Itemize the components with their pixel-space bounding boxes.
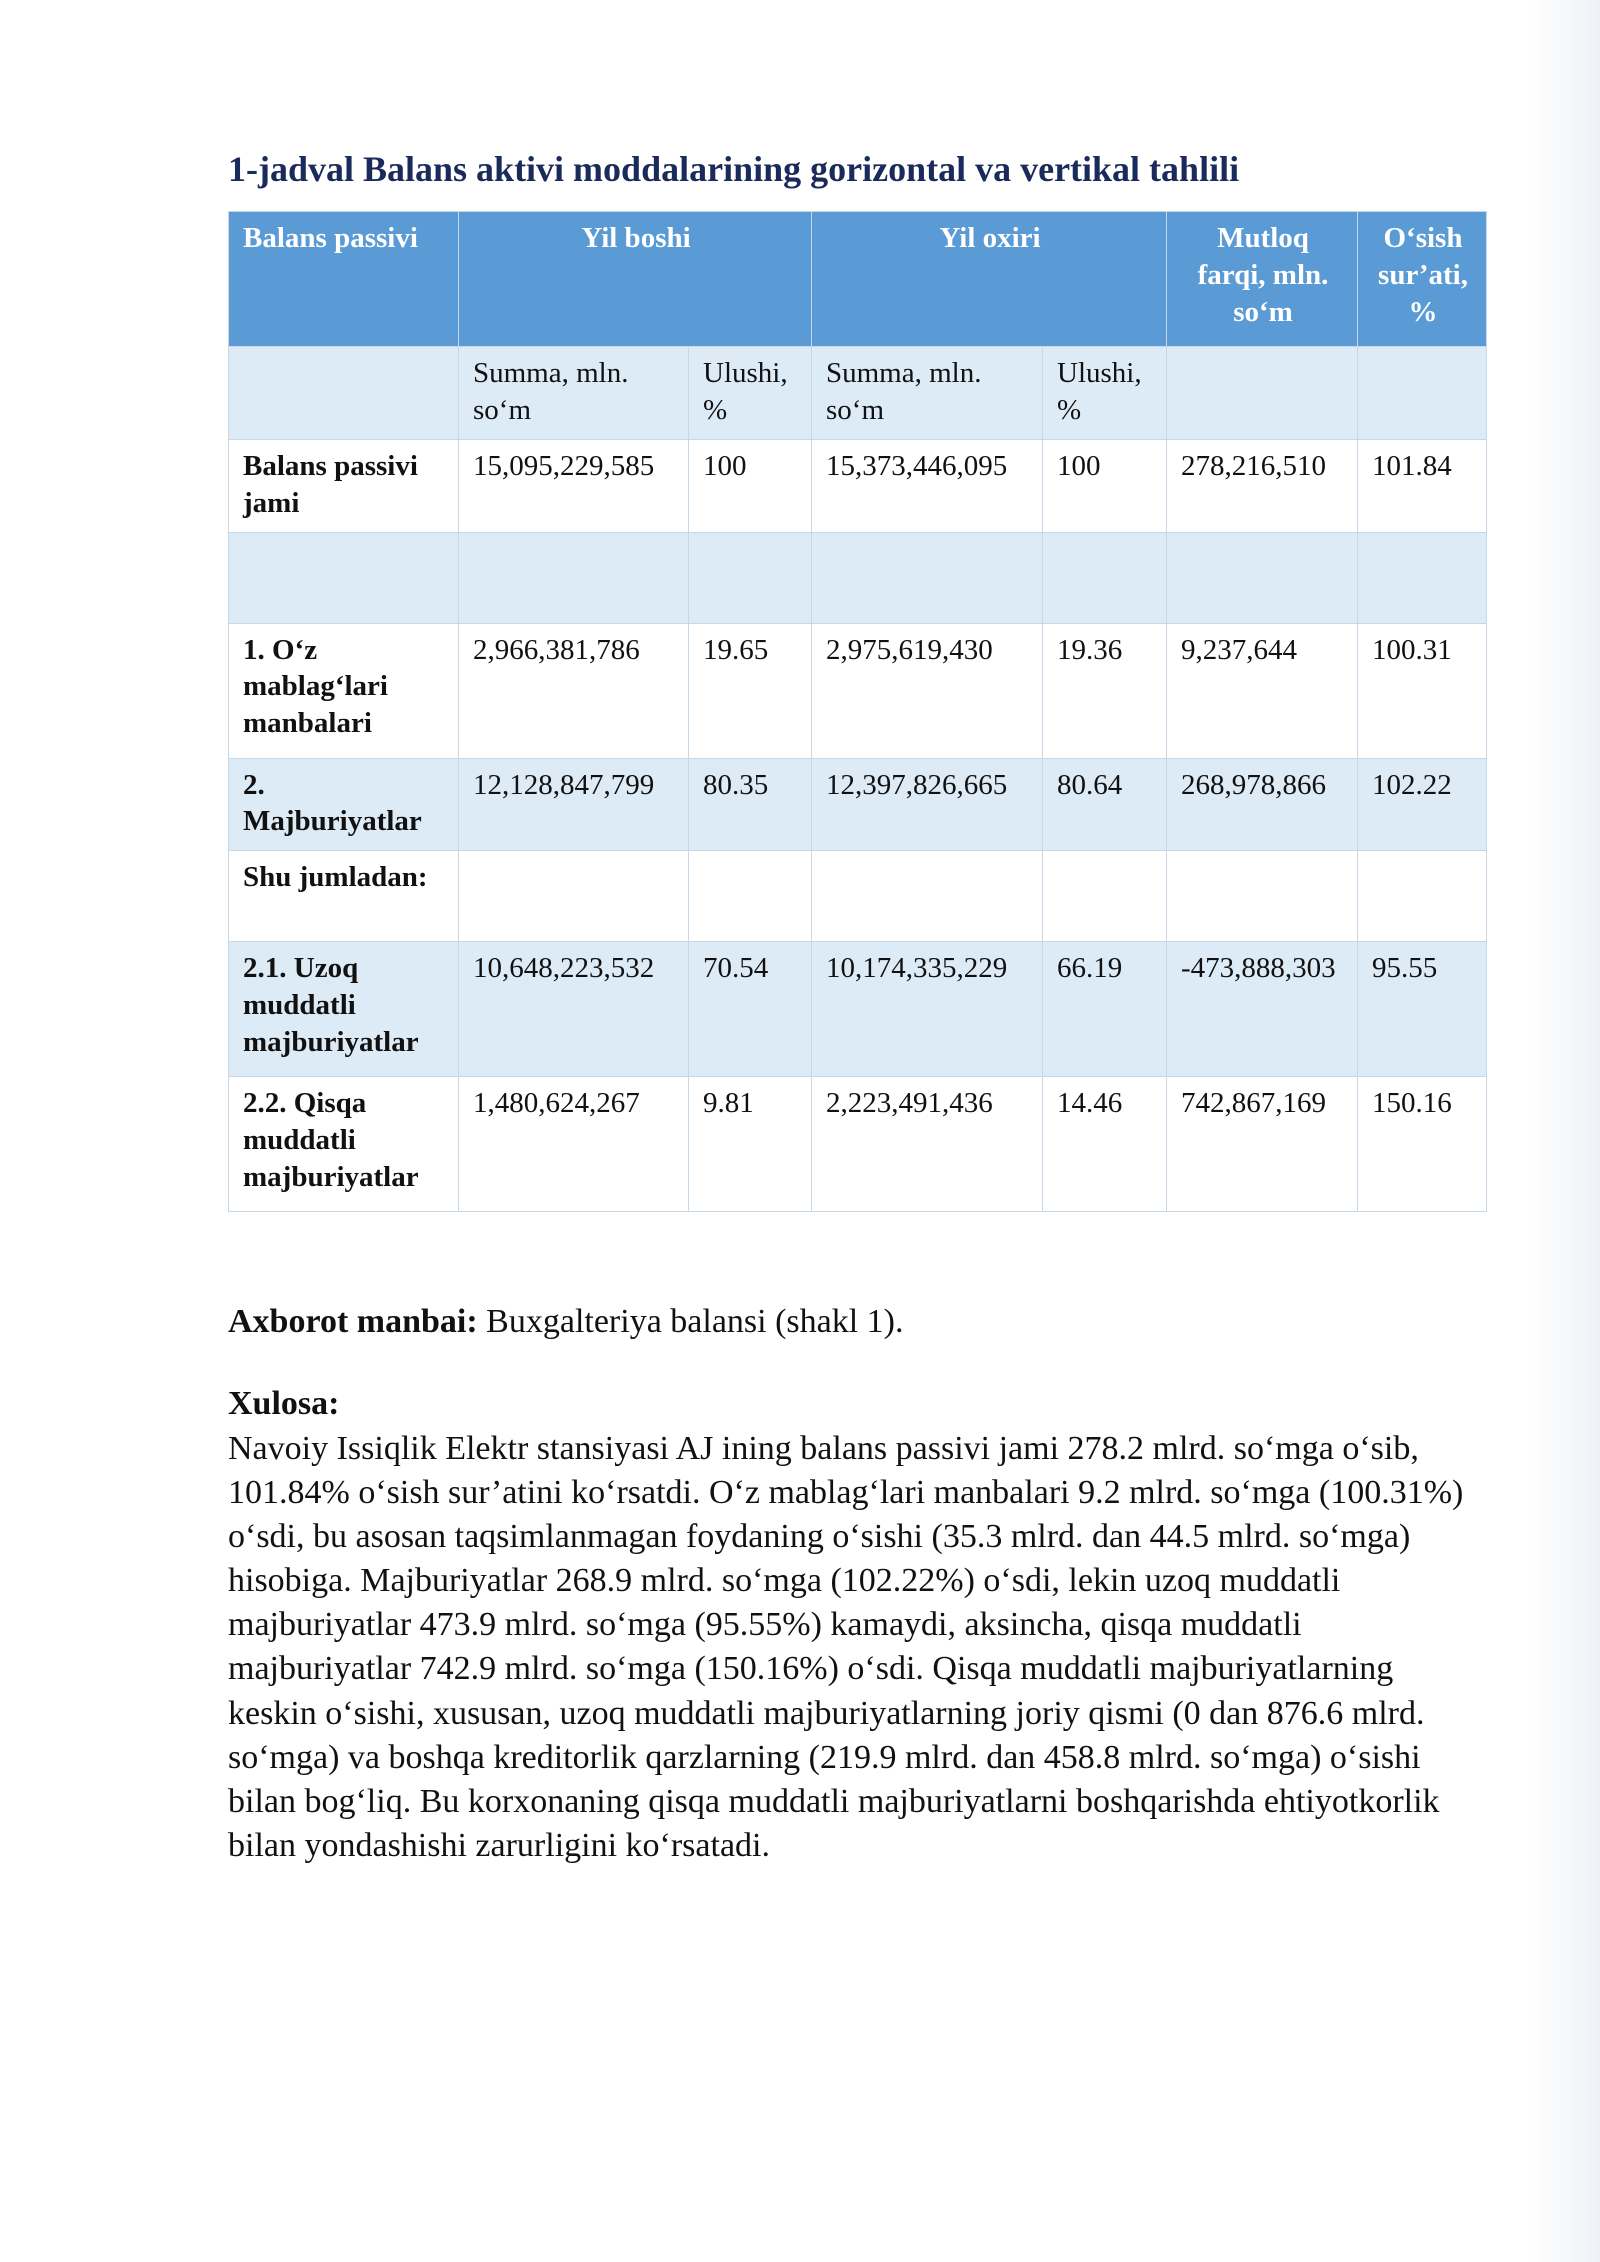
subheader-cell — [1358, 347, 1487, 440]
table-cell: 15,373,446,095 — [812, 439, 1043, 532]
row-label: Balans passivi jami — [229, 439, 459, 532]
table-cell: 9.81 — [689, 1077, 812, 1212]
table-cell — [689, 851, 812, 942]
table-cell — [689, 532, 812, 623]
balance-table — [228, 211, 1487, 1212]
table-cell: 14.46 — [1043, 1077, 1167, 1212]
table-cell — [1358, 532, 1487, 623]
table-cell: 19.65 — [689, 623, 812, 758]
header-osish-surati: O‘sish sur’ati, % — [1358, 212, 1487, 347]
table-cell: 19.36 — [1043, 623, 1167, 758]
table-cell: 100.31 — [1358, 623, 1487, 758]
table-cell: 742,867,169 — [1167, 1077, 1358, 1212]
conclusion-heading: Xulosa: — [228, 1385, 340, 1423]
table-cell: 15,095,229,585 — [459, 439, 689, 532]
subheader-ulushi-start: Ulushi, % — [689, 347, 812, 440]
table-cell: 2,966,381,786 — [459, 623, 689, 758]
table-cell: 80.35 — [689, 758, 812, 851]
row-label: 2.2. Qisqa muddatli majburiyatlar — [229, 1077, 459, 1212]
table-cell — [1043, 851, 1167, 942]
header-mutloq-farqi: Mutloq farqi, mln. so‘m — [1167, 212, 1358, 347]
table-cell: 66.19 — [1043, 942, 1167, 1077]
table-cell: 2,975,619,430 — [812, 623, 1043, 758]
table-cell: 150.16 — [1358, 1077, 1487, 1212]
source-label: Axborot manbai: — [228, 1303, 478, 1341]
table-cell: -473,888,303 — [1167, 942, 1358, 1077]
row-label: 2. Majburiyatlar — [229, 758, 459, 851]
subheader-ulushi-end: Ulushi, % — [1043, 347, 1167, 440]
table-cell: 12,128,847,799 — [459, 758, 689, 851]
header-yil-boshi: Yil boshi — [459, 212, 812, 347]
table-cell — [1167, 532, 1358, 623]
subheader-summa-start: Summa, mln. so‘m — [459, 347, 689, 440]
table-cell: 95.55 — [1358, 942, 1487, 1077]
document-page — [228, 148, 1486, 1868]
table-cell: 101.84 — [1358, 439, 1487, 532]
table-row — [229, 623, 1487, 758]
subheader-cell — [229, 347, 459, 440]
table-cell — [459, 532, 689, 623]
table-row — [229, 942, 1487, 1077]
table-cell: 268,978,866 — [1167, 758, 1358, 851]
table-cell: 12,397,826,665 — [812, 758, 1043, 851]
table-cell: 102.22 — [1358, 758, 1487, 851]
row-label: 2.1. Uzoq muddatli majburiyatlar — [229, 942, 459, 1077]
table-cell: 100 — [689, 439, 812, 532]
table-row — [229, 851, 1487, 942]
table-cell — [459, 851, 689, 942]
table-cell — [1043, 532, 1167, 623]
table-cell — [1167, 851, 1358, 942]
header-balans-passivi: Balans passivi — [229, 212, 459, 347]
table-row — [229, 532, 1487, 623]
table-cell: 10,648,223,532 — [459, 942, 689, 1077]
table-cell: 10,174,335,229 — [812, 942, 1043, 1077]
table-caption: 1-jadval Balans aktivi moddalarining gorizontal va vertikal tahlili — [228, 149, 1240, 189]
subheader-cell — [1167, 347, 1358, 440]
header-yil-oxiri: Yil oxiri — [812, 212, 1167, 347]
header-row-sub — [229, 347, 1487, 440]
table-cell: 9,237,644 — [1167, 623, 1358, 758]
page-edge-shade — [1530, 0, 1600, 2262]
subheader-summa-end: Summa, mln. so‘m — [812, 347, 1043, 440]
source-line — [228, 1300, 1486, 1344]
table-cell: 70.54 — [689, 942, 812, 1077]
row-label: 1. O‘z mablag‘lari manbalari — [229, 623, 459, 758]
row-label — [229, 532, 459, 623]
source-text: Buxgalteriya balansi (shakl 1). — [486, 1303, 904, 1341]
table-cell — [1358, 851, 1487, 942]
table-cell: 100 — [1043, 439, 1167, 532]
table-cell: 278,216,510 — [1167, 439, 1358, 532]
table-row — [229, 439, 1487, 532]
table-cell — [812, 532, 1043, 623]
row-label: Shu jumladan: — [229, 851, 459, 942]
table-cell: 1,480,624,267 — [459, 1077, 689, 1212]
table-row — [229, 1077, 1487, 1212]
table-cell: 80.64 — [1043, 758, 1167, 851]
table-cell — [812, 851, 1043, 942]
conclusion-text: Navoiy Issiqlik Elektr stansiyasi AJ ining balans passivi jami 278.2 mlrd. so‘mga o‘sib, 101.84% o‘sish sur’atini ko‘rsatdi. O‘z mablag‘lari manbalari 9.2 mlrd. so‘mga (100.31%) o‘sdi, bu asosan taqsimlanmagan foydaning o‘sishi (35.3 mlrd. dan 44.5 mlrd. so‘mga) hisobiga. Majburiyatlar 268.9 mlrd. so‘mga (102.22%) o‘sdi, lekin uzoq muddatli majburiyatlar 473.9 mlrd. so‘mga (95.55%) kamaydi, aksincha, qisqa muddatli majburiyatlar 742.9 mlrd. so‘mga (150.16%) o‘sdi. Qisqa muddatli majburiyatlarning keskin o‘sishi, xususan, uzoq muddatli majburiyatlarning joriy qismi (0 dan 876.6 mlrd. so‘mga) va boshqa kreditorlik qarzlarning (219.9 mlrd. dan 458.8 mlrd. so‘mga) o‘sishi bilan bog‘liq. Bu korxonaning qisqa muddatli majburiyatlarni boshqarishda ehtiyotkorlik bilan yondashishi zarurligini ko‘rsatadi. — [228, 1429, 1464, 1865]
table-cell: 2,223,491,436 — [812, 1077, 1043, 1212]
header-row-main — [229, 212, 1487, 347]
table-row — [229, 758, 1487, 851]
